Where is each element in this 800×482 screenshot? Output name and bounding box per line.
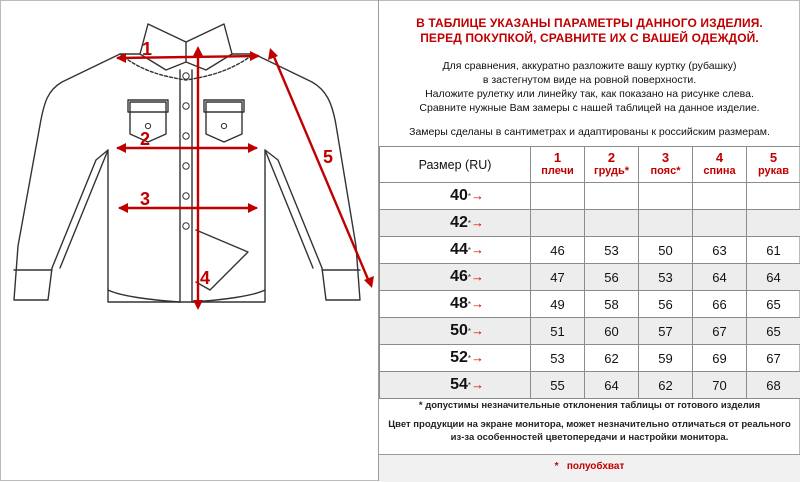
measurement-cell: 53 [639,264,693,291]
size-value: 46 [450,268,468,285]
measurement-cell: 59 [639,345,693,372]
measurement-cell: 50 [639,237,693,264]
table-row [380,237,800,264]
size-cell [380,183,531,210]
instruction-line-1: Для сравнения, аккуратно разложите вашу куртку (рубашку) [379,60,800,72]
size-cell [380,345,531,372]
shirt-diagram [0,0,378,481]
size-value: 48 [450,295,468,312]
measurement-cell: 57 [639,318,693,345]
measurement-cell [693,210,747,237]
size-value: 44 [450,241,468,258]
measurement-cell: 63 [693,237,747,264]
size-value: 50 [450,322,468,339]
arrow-icon: → [471,377,484,392]
star-mark: * [468,300,471,309]
measurement-cell: 61 [747,237,800,264]
label-4: 4 [200,268,210,288]
size-value: 52 [450,349,468,366]
measurement-cell: 62 [585,345,639,372]
footer-bar [379,454,800,482]
measurement-cell: 64 [693,264,747,291]
measurement-cell: 65 [747,291,800,318]
tolerance-note: * допустимы незначительные отклонения таблицы от готового изделия [379,400,800,411]
measurement-cell: 70 [693,372,747,399]
color-note-line-2: из-за особенностей цветопередачи и настройки монитора. [379,432,800,443]
measurement-cell: 60 [585,318,639,345]
label-2: 2 [140,129,150,149]
column-header: 4 спина [693,147,747,183]
units-note: Замеры сделаны в сантиметрах и адаптированы к российским размерам. [379,126,800,138]
measurement-cell: 56 [585,264,639,291]
measurement-cell [585,210,639,237]
size-column-header: Размер (RU) [380,147,531,183]
measurement-cell [693,183,747,210]
table-row [380,210,800,237]
size-value: 42 [450,214,468,231]
column-header: 5 рукав [747,147,800,183]
measurement-cell: 55 [531,372,585,399]
table-row [380,183,800,210]
table-row [380,291,800,318]
instruction-line-4: Сравните нужные Вам замеры с нашей таблицей на данное изделие. [379,102,800,114]
measurement-cell: 66 [693,291,747,318]
headline-line-1: В ТАБЛИЦЕ УКАЗАНЫ ПАРАМЕТРЫ ДАННОГО ИЗДЕЛИЯ. [379,16,800,30]
star-mark: * [468,219,471,228]
size-info-panel [378,0,799,481]
column-header: 3 пояс* [639,147,693,183]
measurement-cell: 64 [585,372,639,399]
star-mark: * [468,192,471,201]
star-mark: * [468,354,471,363]
measurement-cell: 46 [531,237,585,264]
size-value: 54 [450,376,468,393]
size-cell [380,237,531,264]
shirt-diagram-panel [0,0,378,481]
footer-note: * полуобхват [379,461,800,472]
size-value: 40 [450,187,468,204]
label-1: 1 [142,39,152,59]
measurement-cell: 47 [531,264,585,291]
measurement-cell: 67 [693,318,747,345]
measurement-cell [747,210,800,237]
measurement-cell: 51 [531,318,585,345]
instruction-line-2: в застегнутом виде на ровной поверхности. [379,74,800,86]
size-cell [380,291,531,318]
headline-line-2: ПЕРЕД ПОКУПКОЙ, СРАВНИТЕ ИХ С ВАШЕЙ ОДЕЖДОЙ. [379,31,800,45]
measurement-cell: 56 [639,291,693,318]
arrow-icon: → [471,242,484,257]
arrow-icon: → [471,269,484,284]
star-mark: * [468,327,471,336]
size-cell [380,264,531,291]
size-table [379,146,800,399]
column-header: 2 грудь* [585,147,639,183]
instruction-line-3: Наложите рулетку или линейку так, как показано на рисунке слева. [379,88,800,100]
measurement-cell: 69 [693,345,747,372]
measurement-cell: 58 [585,291,639,318]
measurement-cell: 64 [747,264,800,291]
table-row [380,372,800,399]
table-row [380,345,800,372]
measurement-cell: 68 [747,372,800,399]
table-row [380,264,800,291]
measurement-cell: 53 [585,237,639,264]
measurement-cell: 67 [747,345,800,372]
label-3: 3 [140,189,150,209]
measurement-cell [585,183,639,210]
measurement-cell: 65 [747,318,800,345]
arrow-icon: → [471,350,484,365]
measurement-cell [639,210,693,237]
measurement-cell [531,210,585,237]
star-mark: * [468,381,471,390]
size-cell [380,318,531,345]
table-row [380,318,800,345]
star-mark: * [468,246,471,255]
measurement-cell [747,183,800,210]
measurement-cell: 49 [531,291,585,318]
size-cell [380,372,531,399]
measurement-cell [531,183,585,210]
measurement-cell: 62 [639,372,693,399]
size-cell [380,210,531,237]
arrow-icon: → [471,188,484,203]
color-note-line-1: Цвет продукции на экране монитора, может незначительно отличаться от реального [379,419,800,430]
label-5: 5 [323,147,333,167]
column-header: 1 плечи [531,147,585,183]
arrow-icon: → [471,296,484,311]
arrow-icon: → [471,215,484,230]
table-header-row [380,147,800,183]
arrow-icon: → [471,323,484,338]
measurement-cell: 53 [531,345,585,372]
measurement-cell [639,183,693,210]
star-mark: * [468,273,471,282]
